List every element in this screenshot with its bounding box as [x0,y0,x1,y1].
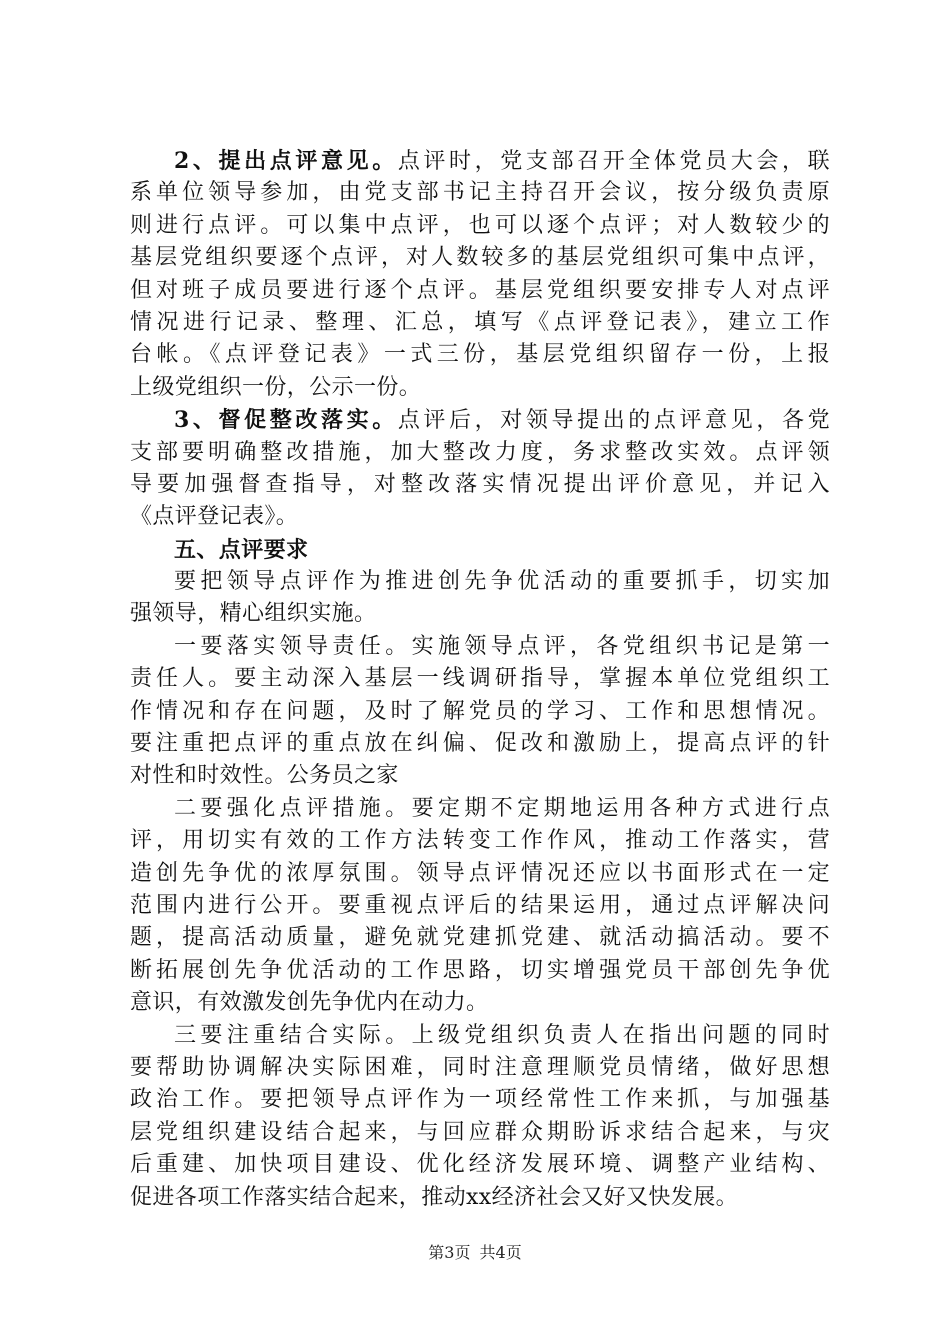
paragraph-line: 要注重把点评的重点放在纠偏、促改和激励上，提高点评的针 [130,731,830,757]
paragraph-line: 导要加强督查指导，对整改落实情况提出评价意见，并记入 [130,471,830,497]
paragraph-line: 范围内进行公开。要重视点评后的结果运用，通过点评解决问 [130,892,830,918]
paragraph-line: 支部要明确整改措施，加大整改力度，务求整改实效。点评领 [130,439,830,465]
paragraph-line: 3、督促整改落实。点评后，对领导提出的点评意见，各党 [174,407,830,434]
paragraph-line: 上级党组织一份，公示一份。 [130,374,422,400]
paragraph-line: 责任人。要主动深入基层一线调研指导，掌握本单位党组织工 [130,666,830,692]
paragraph-line: 情况进行记录、整理、汇总，填写《点评登记表》，建立工作 [130,309,830,335]
paragraph-line: 层党组织建设结合起来，与回应群众期盼诉求结合起来，与灾 [130,1119,830,1145]
section-heading: 2、提出点评意见。 [174,148,398,174]
paragraph-line: 政治工作。要把领导点评作为一项经常性工作来抓，与加强基 [130,1087,830,1113]
paragraph-line: 但对班子成员要进行逐个点评。基层党组织要安排专人对点评 [130,277,830,303]
section-title: 五、点评要求 [174,536,309,563]
paragraph-line: 后重建、加快项目建设、优化经济发展环境、调整产业结构、 [130,1152,830,1178]
paragraph-line: 要把领导点评作为推进创先争优活动的重要抓手，切实加 [174,569,830,595]
paragraph-line: 对性和时效性。公务员之家 [130,763,399,789]
paragraph-line: 意识，有效激发创先争优内在动力。 [130,990,489,1016]
paragraph-line: 三要注重结合实际。上级党组织负责人在指出问题的同时 [174,1022,830,1048]
paragraph-line: 系单位领导参加，由党支部书记主持召开会议，按分级负责原 [130,180,830,206]
paragraph-line: 则进行点评。可以集中点评，也可以逐个点评；对人数较少的 [130,212,830,238]
paragraph-line: 作情况和存在问题，及时了解党员的学习、工作和思想情况。 [130,698,830,724]
paragraph-line: 一要落实领导责任。实施领导点评，各党组织书记是第一 [174,633,830,659]
paragraph-line: 题，提高活动质量，避免就党建抓党建、就活动搞活动。要不 [130,925,830,951]
document-body [130,145,830,1214]
paragraph-line: 断拓展创先争优活动的工作思路，切实增强党员干部创先争优 [130,957,830,983]
page-total: 共4页 [479,1243,522,1262]
paragraph-line: 促进各项工作落实结合起来，推动xx经济社会又好又快发展。 [130,1184,739,1210]
paragraph-line: 造创先争优的浓厚氛围。领导点评情况还应以书面形式在一定 [130,860,830,886]
page-number: 第3页 [428,1243,471,1262]
section-heading: 3、督促整改落实。 [174,407,398,434]
paragraph-line: 要帮助协调解决实际困难，同时注意理顺党员情绪，做好思想 [130,1054,830,1080]
paragraph-line: 《点评登记表》。 [130,504,299,530]
paragraph-line: 基层党组织要逐个点评，对人数较多的基层党组织可集中点评， [130,245,830,271]
paragraph-line: 台帐。《点评登记表》一式三份，基层党组织留存一份，上报 [130,342,830,368]
page-footer [0,1240,950,1263]
paragraph-line: 评，用切实有效的工作方法转变工作作风，推动工作落实，营 [130,828,830,854]
paragraph-line: 2、提出点评意见。点评时，党支部召开全体党员大会，联 [174,148,830,174]
paragraph-line: 二要强化点评措施。要定期不定期地运用各种方式进行点 [174,795,830,821]
paragraph-line: 强领导，精心组织实施。 [130,601,377,627]
